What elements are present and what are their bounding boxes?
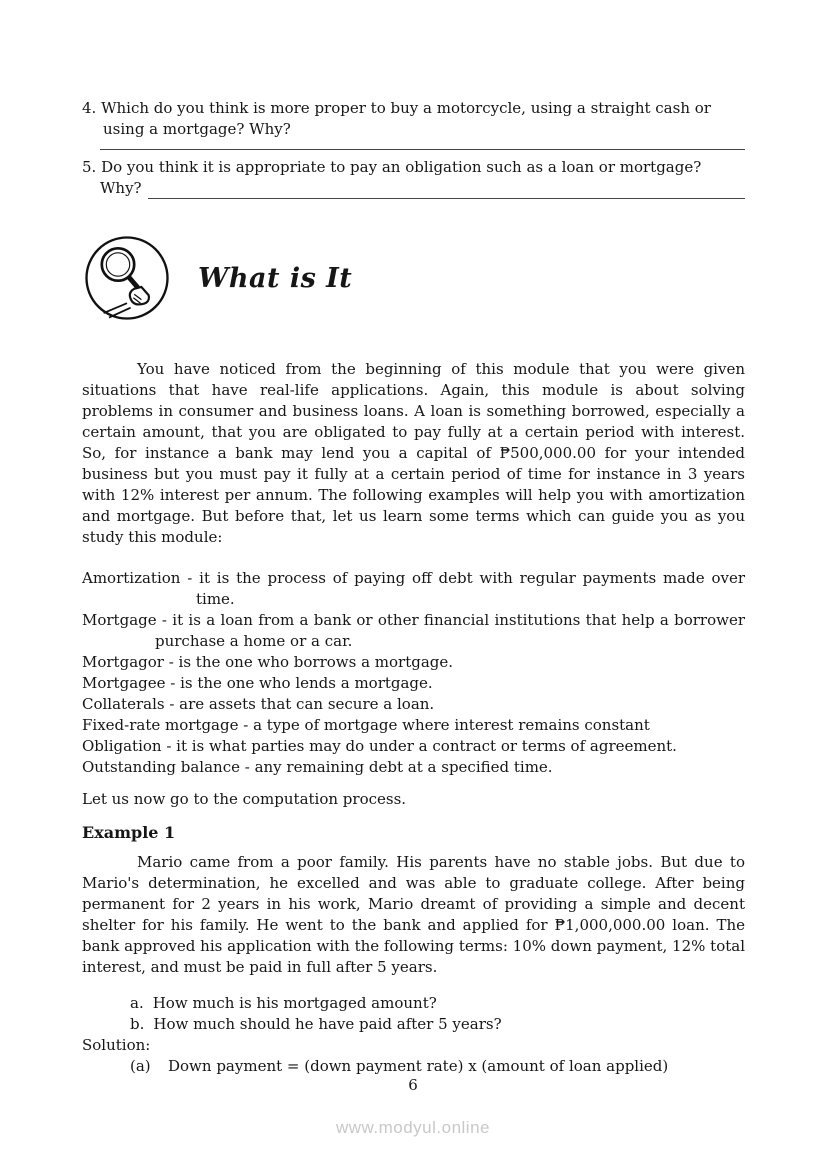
definitions-list — [82, 568, 745, 778]
definition-mortgagor: Mortgagor - is the one who borrows a mortgage. — [82, 653, 454, 671]
step-formula: Down payment = (down payment rate) x (amount of loan applied) — [168, 1057, 669, 1075]
question-5 — [82, 157, 745, 199]
definition-fixed-rate-mortgage: Fixed-rate mortgage - a type of mortgage where interest remains constant — [82, 716, 650, 734]
definition-outstanding-balance: Outstanding balance - any remaining debt at a specified time. — [82, 758, 553, 776]
watermark: www.modyul.online — [335, 1118, 490, 1137]
question-5-line2 — [82, 178, 745, 199]
page-content — [82, 0, 745, 1077]
example-question-b — [82, 1014, 745, 1035]
definition-collaterals: Collaterals - are assets that can secure a loan. — [82, 695, 435, 713]
magnifier-icon — [82, 233, 172, 323]
definition-amortization: Amortization - it is the process of paying off debt with regular payments made over time. — [82, 569, 745, 608]
question-5-line1: 5. Do you think it is appropriate to pay an obligation such as a loan or mortgage? — [82, 158, 702, 176]
why-label: Why? — [100, 179, 142, 197]
definition-mortgagee: Mortgagee - is the one who lends a mortgage. — [82, 674, 433, 692]
definition-obligation: Obligation - it is what parties may do under a contract or terms of agreement. — [82, 737, 677, 755]
transition-text: Let us now go to the computation process. — [82, 790, 407, 808]
answer-blank-line — [148, 182, 745, 199]
intro-paragraph: You have noticed from the beginning of this module that you were given situations that have real-life applications. Again, this module is about solving problems in consumer and business loans. A loan is something borrowed, especially a certain amount, that you are obligated to pay fully at a certain period with interest. So, for instance a bank may lend you a capital of ₱500,000.00 for your intended business but you must pay it fully at a certain period of time for instance in 3 years with 12% interest per annum. The following examples will help you with amortization and mortgage. But before that, let us learn some terms which can guide you as you study this module: — [82, 360, 745, 546]
solution-label: Solution: — [82, 1036, 151, 1054]
item-text: How much should he have paid after 5 years? — [153, 1015, 502, 1033]
step-letter: (a) — [130, 1057, 151, 1075]
question-4 — [82, 98, 745, 150]
question-4-line1: 4. Which do you think is more proper to buy a motorcycle, using a straight cash or — [82, 99, 711, 117]
item-text: How much is his mortgaged amount? — [152, 994, 437, 1012]
item-letter: b. — [130, 1015, 145, 1033]
question-4-line2: using a mortgage? Why? — [103, 120, 291, 138]
example-question-a — [82, 993, 745, 1014]
answer-blank-line — [100, 140, 745, 150]
page-number: 6 — [408, 1076, 418, 1094]
section-title: What is It — [198, 262, 353, 294]
example-1-paragraph: Mario came from a poor family. His parents have no stable jobs. But due to Mario's determination, he excelled and was able to graduate college. After being permanent for 2 years in his work, Mario dreamt of providing a simple and decent shelter for his family. He went to the bank and applied for ₱1,000,000.00 loan. The bank approved his application with the following terms: 10% down payment, 12% total interest, and must be paid in full after 5 years. — [82, 853, 745, 976]
example-1-title: Example 1 — [82, 823, 176, 842]
item-letter: a. — [130, 994, 144, 1012]
definition-mortgage: Mortgage - it is a loan from a bank or other financial institutions that help a borrower purchase a home or a car. — [82, 611, 745, 650]
solution-step-a — [82, 1056, 745, 1077]
section-header — [82, 233, 745, 323]
